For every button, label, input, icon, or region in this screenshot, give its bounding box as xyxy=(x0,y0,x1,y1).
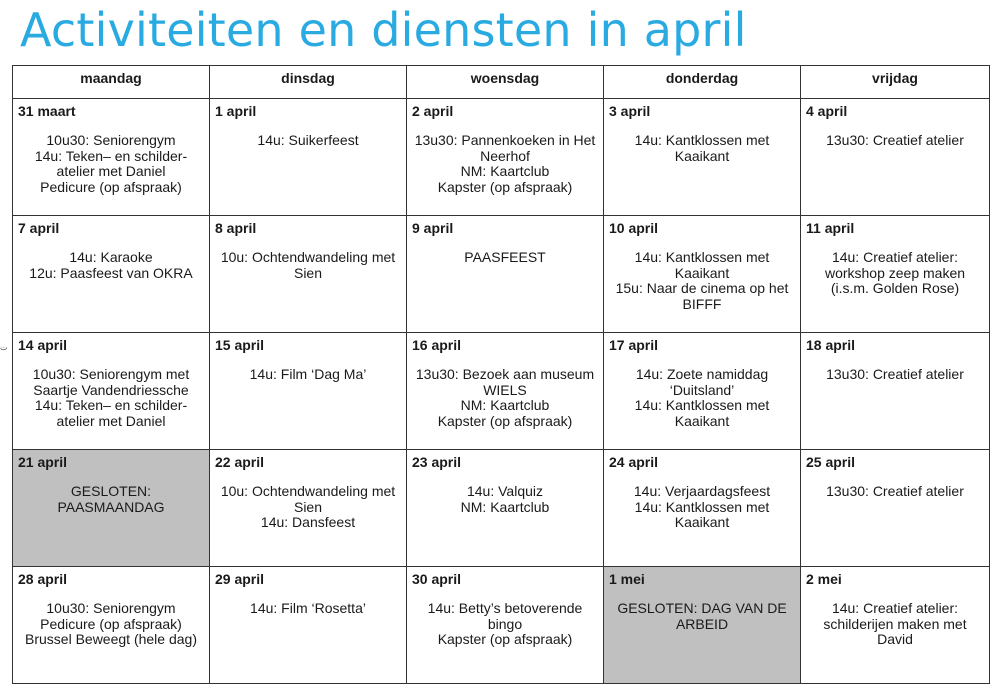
event-line: Kaaikant xyxy=(674,514,730,530)
day-cell xyxy=(210,99,407,216)
day-date: 28 april xyxy=(18,571,68,587)
day-events xyxy=(210,353,406,383)
event-line: bingo xyxy=(487,615,523,632)
header-maandag: maandag xyxy=(13,66,210,99)
day-events xyxy=(407,119,603,195)
day-events xyxy=(407,353,603,429)
day-date: 30 april xyxy=(412,571,462,587)
day-cell xyxy=(604,450,801,567)
day-date: 24 april xyxy=(609,454,659,470)
event-line: atelier met Daniel xyxy=(56,412,166,429)
day-events xyxy=(13,470,209,515)
week-row xyxy=(13,450,990,567)
header-vrijdag: vrijdag xyxy=(801,66,990,99)
day-cell xyxy=(13,450,210,567)
event-line: Pedicure (op afspraak) xyxy=(40,615,182,632)
event-line: Kapster (op afspraak) xyxy=(437,412,573,429)
event-line: NM: Kaartclub xyxy=(460,163,550,179)
day-events xyxy=(210,587,406,617)
day-events xyxy=(801,236,989,297)
event-line: 10u30: Seniorengym met xyxy=(32,366,190,382)
day-date: 2 mei xyxy=(806,571,842,587)
event-line: Brussel Beweegt (hele dag) xyxy=(25,631,197,647)
event-line: Saartje Vandendriessche xyxy=(33,381,189,398)
event-line: 10u: Ochtendwandeling met xyxy=(220,249,396,265)
event-line: PAASFEEST xyxy=(464,249,546,265)
event-line: 13u30: Creatief atelier xyxy=(826,366,964,382)
day-events xyxy=(801,119,989,149)
day-cell xyxy=(13,333,210,450)
event-line: 14u: Betty’s betoverende xyxy=(427,600,583,616)
event-line: Kaaikant xyxy=(674,412,730,429)
day-date: 1 mei xyxy=(609,571,645,587)
event-line: 14u: Creatief atelier: xyxy=(831,600,959,616)
calendar-table xyxy=(12,65,990,684)
day-date: 21 april xyxy=(18,454,68,470)
day-cell xyxy=(210,450,407,567)
event-line: Kapster (op afspraak) xyxy=(437,631,573,647)
event-line: 12u: Paasfeest van OKRA xyxy=(29,264,193,281)
event-line: BIFFF xyxy=(682,295,722,312)
event-line: GESLOTEN: xyxy=(70,483,152,499)
day-date: 3 april xyxy=(609,103,651,119)
day-events xyxy=(604,353,800,429)
day-date: 7 april xyxy=(18,220,60,236)
margin-mark: ت xyxy=(0,343,8,352)
event-line: 14u: Dansfeest xyxy=(260,514,356,530)
day-cell xyxy=(604,216,801,333)
day-date: 18 april xyxy=(806,337,856,353)
week-row xyxy=(13,99,990,216)
day-events xyxy=(604,236,800,312)
day-cell xyxy=(407,450,604,567)
event-line: Pedicure (op afspraak) xyxy=(40,178,182,195)
event-line: 14u: Kantklossen met xyxy=(634,132,770,148)
day-events xyxy=(210,236,406,281)
day-cell xyxy=(407,333,604,450)
day-date: 8 april xyxy=(215,220,257,236)
event-line: 14u: Valquiz xyxy=(466,483,543,499)
event-line: 14u: Kantklossen met xyxy=(634,249,770,265)
weekday-header-row xyxy=(13,66,990,99)
event-line: 13u30: Creatief atelier xyxy=(826,132,964,148)
day-cell xyxy=(210,216,407,333)
event-line: Kaaikant xyxy=(674,147,730,164)
event-line: 10u: Ochtendwandeling met xyxy=(220,483,396,499)
week-row xyxy=(13,567,990,684)
event-line: Sien xyxy=(293,498,323,515)
week-row xyxy=(13,333,990,450)
event-line: 13u30: Bezoek aan museum xyxy=(415,366,595,382)
event-line: 14u: Kantklossen met xyxy=(634,397,770,413)
day-date: 11 april xyxy=(806,220,855,236)
event-line: WIELS xyxy=(483,381,527,398)
page-title: Activiteiten en diensten in april xyxy=(20,3,747,57)
day-events xyxy=(801,470,989,500)
event-line: 13u30: Pannenkoeken in Het xyxy=(414,132,596,148)
calendar-body xyxy=(13,99,990,684)
day-events xyxy=(604,119,800,164)
day-date: 4 april xyxy=(806,103,848,119)
day-date: 17 april xyxy=(609,337,659,353)
day-date: 31 maart xyxy=(18,103,76,119)
day-cell xyxy=(13,216,210,333)
event-line: 15u: Naar de cinema op het xyxy=(615,280,789,296)
day-cell xyxy=(407,99,604,216)
event-line: 10u30: Seniorengym xyxy=(46,600,176,616)
event-line: NM: Kaartclub xyxy=(460,397,550,413)
header-donderdag: donderdag xyxy=(604,66,801,99)
day-cell xyxy=(604,333,801,450)
day-events xyxy=(801,353,989,383)
day-events xyxy=(407,470,603,515)
day-events xyxy=(210,119,406,149)
event-line: 14u: Verjaardagsfeest xyxy=(633,483,771,499)
day-events xyxy=(801,587,989,648)
day-date: 9 april xyxy=(412,220,454,236)
event-line: Kaaikant xyxy=(674,264,730,281)
event-line: 14u: Suikerfeest xyxy=(257,132,359,148)
day-date: 10 april xyxy=(609,220,659,236)
day-events xyxy=(13,353,209,429)
event-line: (i.s.m. Golden Rose) xyxy=(830,280,960,296)
day-cell xyxy=(801,216,990,333)
event-line: 10u30: Seniorengym xyxy=(46,132,176,148)
day-cell xyxy=(801,567,990,684)
event-line: 14u: Kantklossen met xyxy=(634,498,770,515)
day-date: 16 april xyxy=(412,337,462,353)
event-line: Sien xyxy=(293,264,323,281)
day-date: 25 april xyxy=(806,454,856,470)
event-line: workshop zeep maken xyxy=(824,264,966,281)
day-cell xyxy=(604,99,801,216)
event-line: 14u: Karaoke xyxy=(69,249,153,265)
day-cell xyxy=(604,567,801,684)
event-line: David xyxy=(877,631,913,647)
day-events xyxy=(407,236,603,266)
day-events xyxy=(13,587,209,648)
header-woensdag: woensdag xyxy=(407,66,604,99)
day-date: 2 april xyxy=(412,103,454,119)
event-line: PAASMAANDAG xyxy=(57,498,165,515)
day-date: 14 april xyxy=(18,337,68,353)
day-events xyxy=(210,470,406,531)
event-line: 14u: Creatief atelier: xyxy=(831,249,959,265)
event-line: Kapster (op afspraak) xyxy=(437,178,573,195)
event-line: 13u30: Creatief atelier xyxy=(826,483,964,499)
day-events xyxy=(604,587,800,632)
week-row xyxy=(13,216,990,333)
event-line: ‘Duitsland’ xyxy=(669,381,735,398)
day-events xyxy=(13,119,209,195)
day-events xyxy=(604,470,800,531)
event-line: 14u: Teken– en schilder- xyxy=(34,147,188,164)
day-date: 1 april xyxy=(215,103,257,119)
day-cell xyxy=(210,333,407,450)
event-line: schilderijen maken met xyxy=(823,615,967,632)
event-line: Neerhof xyxy=(480,147,530,164)
day-date: 15 april xyxy=(215,337,265,353)
header-dinsdag: dinsdag xyxy=(210,66,407,99)
day-cell xyxy=(801,99,990,216)
day-cell xyxy=(210,567,407,684)
day-events xyxy=(407,587,603,648)
day-date: 22 april xyxy=(215,454,265,470)
day-events xyxy=(13,236,209,281)
day-cell xyxy=(407,567,604,684)
event-line: 14u: Teken– en schilder- xyxy=(34,397,188,413)
event-line: NM: Kaartclub xyxy=(460,498,550,515)
event-line: ARBEID xyxy=(675,615,729,632)
day-cell xyxy=(801,333,990,450)
event-line: atelier met Daniel xyxy=(56,163,166,179)
day-cell xyxy=(13,567,210,684)
event-line: GESLOTEN: DAG VAN DE xyxy=(617,600,787,616)
day-date: 23 april xyxy=(412,454,462,470)
day-cell xyxy=(13,99,210,216)
day-date: 29 april xyxy=(215,571,265,587)
event-line: 14u: Film ‘Dag Ma’ xyxy=(249,366,367,382)
day-cell xyxy=(801,450,990,567)
event-line: 14u: Film ‘Rosetta’ xyxy=(250,600,366,616)
event-line: 14u: Zoete namiddag xyxy=(635,366,769,382)
day-cell xyxy=(407,216,604,333)
